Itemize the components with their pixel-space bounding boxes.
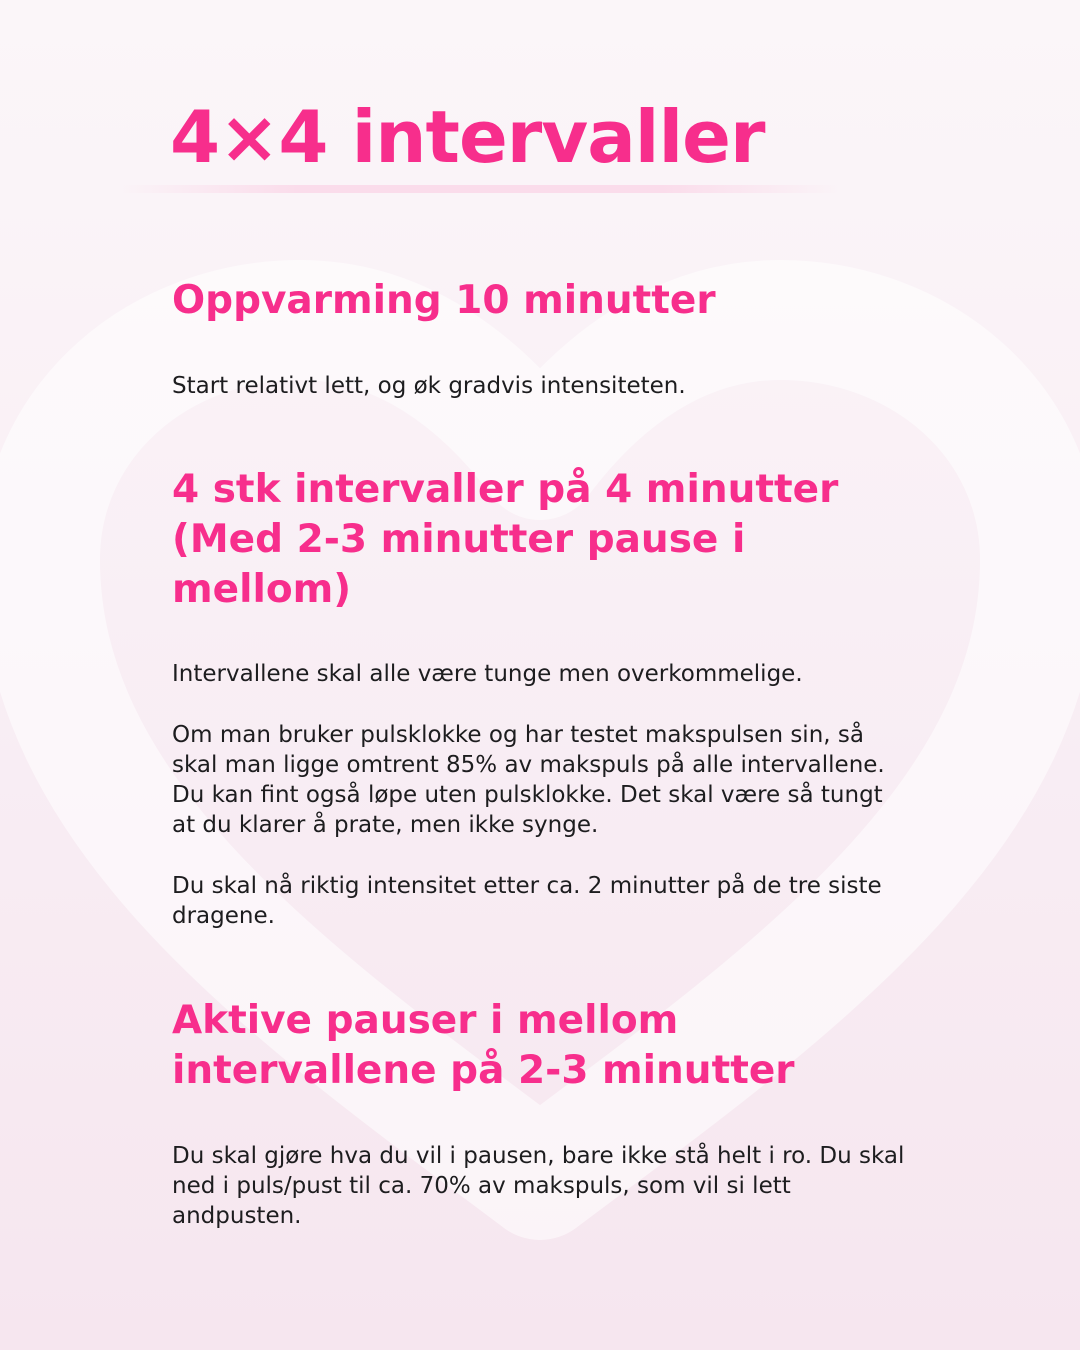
section-heading-intervals: 4 stk intervaller på 4 minutter (Med 2-3 minutter pause i mellom) (172, 467, 839, 612)
intervals-paragraph-2: Om man bruker pulsklokke og har testet makspulsen sin, så skal man ligge omtrent 85% av makspuls på alle intervallene. Du kan fint også løpe uten pulsklokke. Det skal være så tungt at du klarer å prate, men ikke synge. (172, 722, 885, 838)
section-heading-warmup: Oppvarming 10 minutter (172, 278, 716, 323)
title-divider (120, 185, 840, 193)
intervals-paragraph-1: Intervallene skal alle være tunge men overkommelige. (172, 661, 803, 687)
active-pauses-paragraph: Du skal gjøre hva du vil i pausen, bare ikke stå helt i ro. Du skal ned i puls/pust til ca. 70% av makspuls, som vil si lett andpusten. (172, 1143, 905, 1229)
section-heading-active-pauses: Aktive pauser i mellom intervallene på 2-3 minutter (172, 998, 795, 1093)
warmup-paragraph: Start relativt lett, og øk gradvis intensiteten. (172, 373, 686, 399)
intervals-paragraph-3: Du skal nå riktig intensitet etter ca. 2 minutter på de tre siste dragene. (172, 873, 882, 929)
page-title: 4×4 intervaller (170, 95, 765, 179)
